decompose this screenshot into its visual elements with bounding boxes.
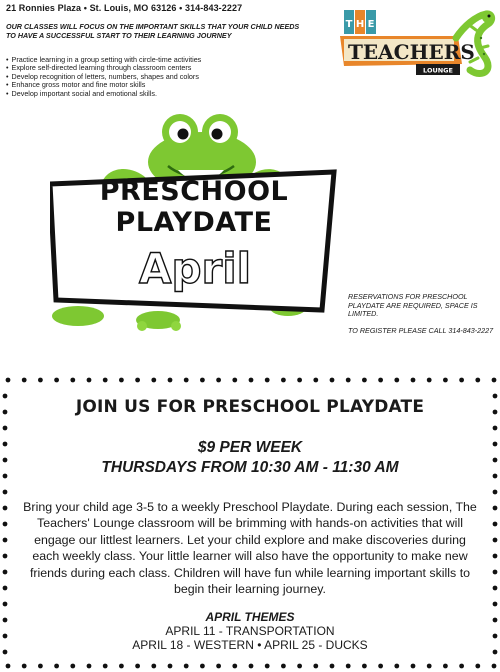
border-dot	[168, 378, 173, 383]
border-dot	[330, 664, 335, 669]
border-dot	[87, 378, 92, 383]
theme-line: APRIL 11 - TRANSPORTATION	[165, 624, 335, 639]
border-dot	[313, 378, 318, 383]
border-dot	[3, 490, 8, 495]
border-dot	[297, 664, 302, 669]
border-dot	[22, 378, 27, 383]
border-dot	[493, 538, 498, 543]
border-dot	[493, 586, 498, 591]
schedule-text: THURSDAYS FROM 10:30 AM - 11:30 AM	[101, 459, 399, 476]
border-dot	[249, 664, 254, 669]
reservation-required-text: RESERVATIONS FOR PRESCHOOL PLAYDATE ARE REQUIRED, SPACE IS LIMITED.	[348, 292, 478, 319]
intro-statement: OUR CLASSES WILL FOCUS ON THE IMPORTANT SKILLS THAT YOUR CHILD NEEDS TO HAVE A SUCCESSFUL START TO THEIR LEARNING JOURNEY	[6, 22, 300, 40]
border-dot	[3, 426, 8, 431]
svg-text:H: H	[355, 19, 365, 30]
border-dot	[297, 378, 302, 383]
border-dot	[3, 602, 8, 607]
border-dot	[265, 378, 270, 383]
border-dot	[493, 554, 498, 559]
border-dot	[119, 378, 124, 383]
border-dot	[151, 664, 156, 669]
border-dot	[281, 664, 286, 669]
logo-lounge: LOUNGE	[423, 66, 453, 75]
theme-line: APRIL 18 - WESTERN • APRIL 25 - DUCKS	[132, 638, 368, 653]
border-dot	[493, 506, 498, 511]
border-dot	[103, 664, 108, 669]
border-dot	[281, 378, 286, 383]
hero-month: April	[138, 244, 252, 293]
border-dot	[3, 554, 8, 559]
border-dot	[475, 664, 480, 669]
border-dot	[394, 378, 399, 383]
border-dot	[6, 664, 11, 669]
hero-title-line1: PRESCHOOL	[99, 176, 289, 207]
border-dot	[184, 378, 189, 383]
border-dot	[103, 378, 108, 383]
border-dot	[168, 664, 173, 669]
hero-title	[48, 176, 340, 238]
border-dot	[216, 378, 221, 383]
border-dot	[3, 522, 8, 527]
border-dot	[6, 378, 11, 383]
border-dot	[378, 378, 383, 383]
border-dot	[54, 664, 59, 669]
border-dot	[443, 378, 448, 383]
border-dot	[135, 664, 140, 669]
border-dot	[119, 664, 124, 669]
border-dot	[38, 378, 43, 383]
teachers-lounge-logo	[338, 8, 496, 80]
address-line: 21 Ronnies Plaza • St. Louis, MO 63126 • 314-843-2227	[6, 3, 243, 13]
border-dot	[493, 522, 498, 527]
list-item: • Develop recognition of letters, numbers, shapes and colors	[6, 73, 326, 81]
list-item: • Enhance gross motor and fine motor skills	[6, 81, 326, 89]
border-dot	[493, 426, 498, 431]
border-dot	[459, 664, 464, 669]
border-dot	[313, 664, 318, 669]
border-dot	[3, 586, 8, 591]
border-dot	[87, 664, 92, 669]
border-dot	[3, 506, 8, 511]
border-dot	[232, 378, 237, 383]
border-dot	[378, 664, 383, 669]
reservation-note	[348, 293, 496, 343]
border-dot	[362, 664, 367, 669]
border-dot	[493, 570, 498, 575]
border-dot	[362, 378, 367, 383]
border-dot	[475, 378, 480, 383]
logo-the-t: T	[345, 19, 353, 30]
border-dot	[265, 664, 270, 669]
themes-block	[0, 610, 500, 653]
themes-title: APRIL THEMES	[205, 610, 295, 624]
border-dot	[70, 378, 75, 383]
border-dot	[184, 664, 189, 669]
register-phone-text: TO REGISTER PLEASE CALL 314-843-2227	[348, 325, 494, 335]
section-heading: JOIN US FOR PRESCHOOL PLAYDATE	[75, 397, 425, 417]
border-dot	[200, 378, 205, 383]
border-dot	[411, 664, 416, 669]
border-dot	[427, 378, 432, 383]
list-item: • Explore self-directed learning through classroom centers	[6, 64, 326, 72]
svg-text:E: E	[367, 19, 375, 30]
border-dot	[346, 664, 351, 669]
border-dot	[232, 664, 237, 669]
pricing-block	[0, 438, 500, 478]
list-item: • Practice learning in a group setting with circle-time activities	[6, 56, 326, 64]
border-dot	[216, 664, 221, 669]
border-dot	[493, 602, 498, 607]
border-dot	[70, 664, 75, 669]
border-dot	[346, 378, 351, 383]
price-text: $9 PER WEEK	[197, 439, 303, 456]
border-dot	[427, 664, 432, 669]
border-dot	[492, 664, 497, 669]
border-dot	[3, 538, 8, 543]
description-paragraph: Bring your child age 3-5 to a weekly Preschool Playdate. During each session, The Teachers' Lounge classroom will be brimming with hands-on activities that will engage our littlest learners. Let your child explore and make discoveries during each weekly class. Your little learner will also have the opportunity to make new friends during each class. Children will have fun while learning important skills to begin their learning journey.	[23, 500, 477, 597]
hero-title-line2: PLAYDATE	[115, 207, 273, 238]
border-dot	[200, 664, 205, 669]
border-dot	[443, 664, 448, 669]
border-dot	[3, 570, 8, 575]
border-dot	[330, 378, 335, 383]
skills-list	[6, 56, 326, 98]
border-dot	[151, 378, 156, 383]
border-dot	[135, 378, 140, 383]
logo-name: TEACHERS'	[348, 40, 481, 64]
border-dot	[411, 378, 416, 383]
border-dot	[459, 378, 464, 383]
border-dot	[22, 664, 27, 669]
border-dot	[493, 490, 498, 495]
border-dot	[38, 664, 43, 669]
border-dot	[54, 378, 59, 383]
border-dot	[492, 378, 497, 383]
border-dot	[249, 378, 254, 383]
list-item: • Develop important social and emotional skills.	[6, 90, 326, 98]
border-dot	[394, 664, 399, 669]
